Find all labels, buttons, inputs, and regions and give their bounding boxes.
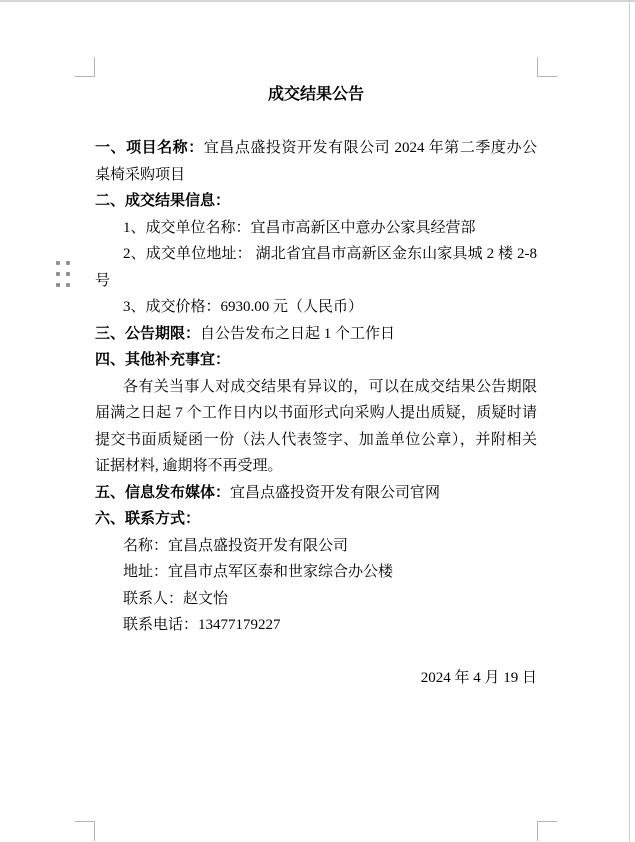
section-announcement-period [95,321,537,348]
section-publish-media-value: 宜昌点盛投资开发有限公司官网 [230,484,441,501]
award-supplier-name: 1、成交单位名称：宜昌市高新区中意办公家具经营部 [123,219,476,236]
contact-address: 地址：宜昌市点军区泰和世家综合办公楼 [123,564,394,580]
section-project-name [95,135,537,188]
section-contact-label: 六、联系方式： [95,511,201,527]
section-supplementary-paragraph: 各有关当事人对成交结果有异议的，可以在成交结果公告期限届满之日起 7 个工作日内以书面形式向采购人提出质疑，质疑时请提交书面质疑函一份（法人代表签字、加盖单位公章），并附相关证据材料, 逾期将不再受理。 [95,378,537,474]
award-price: 3、成交价格：6930.00 元（人民币） [123,299,364,315]
section-contact-heading [95,506,537,533]
contact-name: 名称：宜昌点盛投资开发有限公司 [123,537,349,554]
section-publish-media [95,480,537,507]
section-project-name-label: 一、项目名称： [95,140,204,156]
contact-phone: 联系电话：13477179227 [123,617,281,633]
document-title: 成交结果公告 [267,86,364,103]
margin-crop-mark-bottom-left [75,821,95,841]
section-project-name-value: 宜昌点盛投资开发有限公司 2024 年第二季度办公桌椅采购项目 [95,140,537,183]
canvas-top-border [0,0,635,2]
section-announcement-period-label: 三、公告期限： [95,325,201,342]
margin-crop-mark-bottom-right [537,821,557,841]
contact-person: 联系人：赵文怡 [123,590,229,607]
section-supplementary-label: 四、其他补充事宜： [95,352,231,368]
section-announcement-period-value: 自公告发布之日起 1 个工作日 [200,325,396,342]
section-result-info-label: 二、成交结果信息： [95,193,231,209]
section-supplementary-heading [95,347,537,374]
award-supplier-address: 2、成交单位地址： 湖北省宜昌市高新区金东山家具城 2 楼 2-8 号 [95,246,537,289]
announcement-date: 2024 年 4 月 19 日 [420,670,537,686]
document-content [95,82,537,692]
drag-handle-icon[interactable] [56,261,70,287]
canvas-right-border [629,0,631,842]
margin-crop-mark-top-right [537,57,557,77]
section-publish-media-label: 五、信息发布媒体： [95,484,231,501]
section-result-info-heading [95,188,537,215]
margin-crop-mark-top-left [75,57,95,77]
